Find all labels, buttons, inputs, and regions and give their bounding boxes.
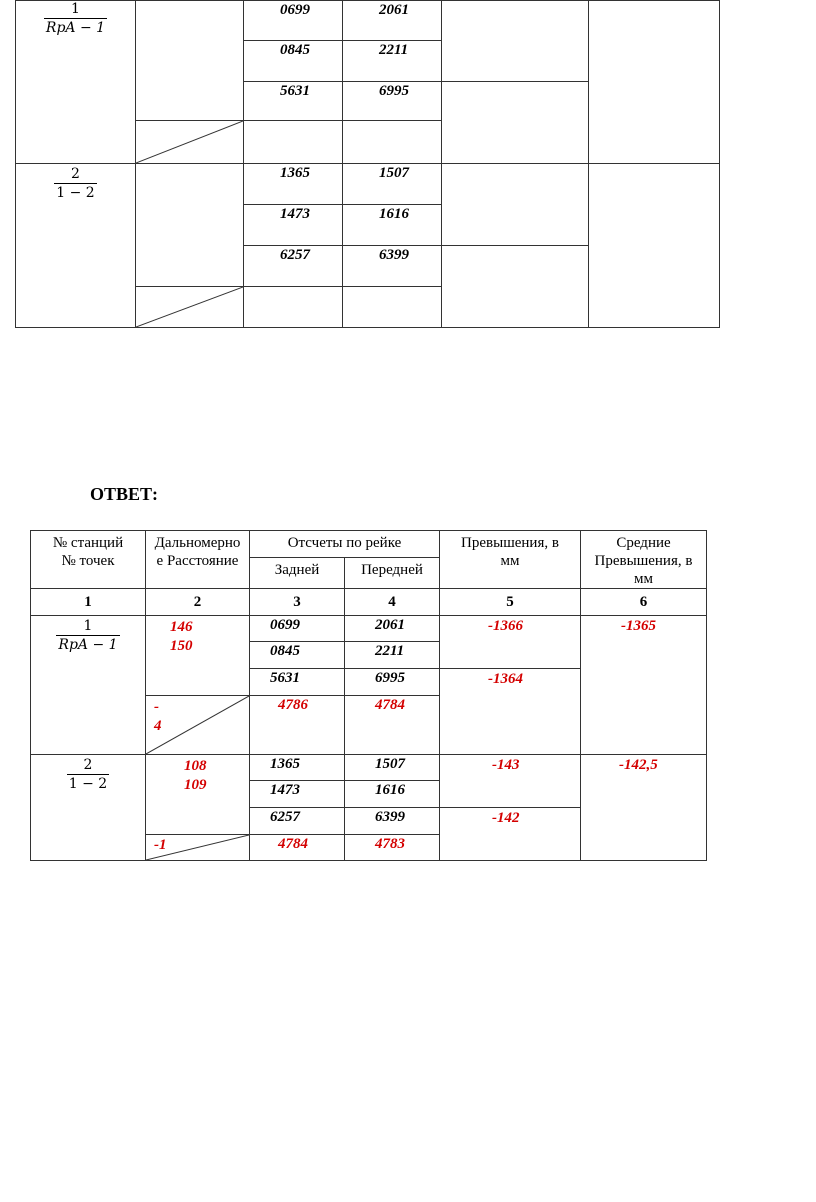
distance-difference: - 4 bbox=[154, 699, 162, 734]
distance-value: 150 bbox=[170, 638, 193, 654]
station-cell bbox=[31, 755, 146, 861]
back-reading bbox=[244, 287, 343, 328]
distance-value: 108 bbox=[184, 758, 207, 774]
back-reading bbox=[244, 121, 343, 164]
diagonal-cell bbox=[146, 835, 250, 861]
diagonal-line bbox=[136, 287, 243, 327]
station-fraction: $\frac{1}{\text{RpA − 1}}$ bbox=[45, 1, 106, 36]
column-number: 3 bbox=[250, 589, 345, 616]
station-fraction: $\frac{2}{1 - 2}$ bbox=[68, 757, 108, 792]
front-reading bbox=[343, 287, 442, 328]
back-reading: 4784 bbox=[250, 835, 345, 861]
diagonal-line bbox=[136, 121, 243, 163]
front-reading: 4784 bbox=[345, 696, 440, 755]
elevation-value: -1364 bbox=[440, 669, 581, 755]
station-fraction: $\frac{2}{1 - 2}$ bbox=[56, 166, 95, 201]
front-reading bbox=[343, 121, 442, 164]
distance-cell bbox=[136, 1, 244, 121]
mean-cell bbox=[589, 164, 720, 328]
mean-value: -142,5 bbox=[581, 755, 707, 861]
distance-cell bbox=[136, 164, 244, 287]
back-reading: 1473 bbox=[244, 205, 343, 246]
front-reading: 6399 bbox=[345, 808, 440, 835]
answer-table bbox=[30, 530, 707, 861]
header-front: Передней bbox=[345, 558, 440, 589]
back-reading: 6257 bbox=[250, 808, 345, 835]
distance-cell bbox=[146, 616, 250, 696]
column-number: 4 bbox=[345, 589, 440, 616]
back-reading: 0845 bbox=[250, 642, 345, 669]
column-number: 6 bbox=[581, 589, 707, 616]
distance-difference: -1 bbox=[154, 837, 167, 853]
header-distance: Дальномерное Расстояние bbox=[146, 531, 250, 589]
distance-cell bbox=[146, 755, 250, 835]
back-reading: 6257 bbox=[244, 246, 343, 287]
header-readings: Отсчеты по рейке bbox=[250, 531, 440, 558]
header-mean: Средние Превышения, в мм bbox=[581, 531, 707, 589]
station-cell bbox=[16, 1, 136, 164]
column-number: 5 bbox=[440, 589, 581, 616]
back-reading: 5631 bbox=[250, 669, 345, 696]
front-reading: 1616 bbox=[343, 205, 442, 246]
front-reading: 6399 bbox=[343, 246, 442, 287]
station-cell bbox=[16, 164, 136, 328]
elevation-value: -142 bbox=[440, 808, 581, 861]
answer-title: ОТВЕТ: bbox=[90, 484, 159, 504]
station-fraction: $\frac{1}{\text{RpA − 1}}$ bbox=[58, 618, 118, 653]
back-reading: 4786 bbox=[250, 696, 345, 755]
top-table bbox=[15, 0, 720, 328]
back-reading: 1473 bbox=[250, 781, 345, 808]
header-elevations: Превышения, в мм bbox=[440, 531, 581, 589]
front-reading: 2061 bbox=[345, 616, 440, 642]
back-reading: 5631 bbox=[244, 82, 343, 121]
mean-cell bbox=[589, 1, 720, 164]
front-reading: 2211 bbox=[343, 41, 442, 82]
elevation-cell bbox=[442, 246, 589, 328]
back-reading: 0699 bbox=[244, 1, 343, 41]
back-reading: 0699 bbox=[250, 616, 345, 642]
back-reading: 1365 bbox=[244, 164, 343, 205]
column-number: 2 bbox=[146, 589, 250, 616]
elevation-cell bbox=[442, 164, 589, 246]
back-reading: 1365 bbox=[250, 755, 345, 781]
front-reading: 1507 bbox=[343, 164, 442, 205]
diagonal-cell bbox=[136, 121, 244, 164]
front-reading: 6995 bbox=[343, 82, 442, 121]
diagonal-cell bbox=[136, 287, 244, 328]
elevation-value: -1366 bbox=[440, 616, 581, 669]
diagonal-cell bbox=[146, 696, 250, 755]
elevation-cell bbox=[442, 82, 589, 164]
front-reading: 6995 bbox=[345, 669, 440, 696]
elevation-cell bbox=[442, 1, 589, 82]
back-reading: 0845 bbox=[244, 41, 343, 82]
front-reading: 1616 bbox=[345, 781, 440, 808]
front-reading: 1507 bbox=[345, 755, 440, 781]
elevation-value: -143 bbox=[440, 755, 581, 808]
header-stations: № станций № точек bbox=[31, 531, 146, 589]
distance-value: 146 bbox=[170, 619, 193, 635]
front-reading: 2061 bbox=[343, 1, 442, 41]
front-reading: 2211 bbox=[345, 642, 440, 669]
mean-value: -1365 bbox=[581, 616, 707, 755]
column-number: 1 bbox=[31, 589, 146, 616]
front-reading: 4783 bbox=[345, 835, 440, 861]
station-cell bbox=[31, 616, 146, 755]
distance-value: 109 bbox=[184, 777, 207, 793]
header-back: Задней bbox=[250, 558, 345, 589]
